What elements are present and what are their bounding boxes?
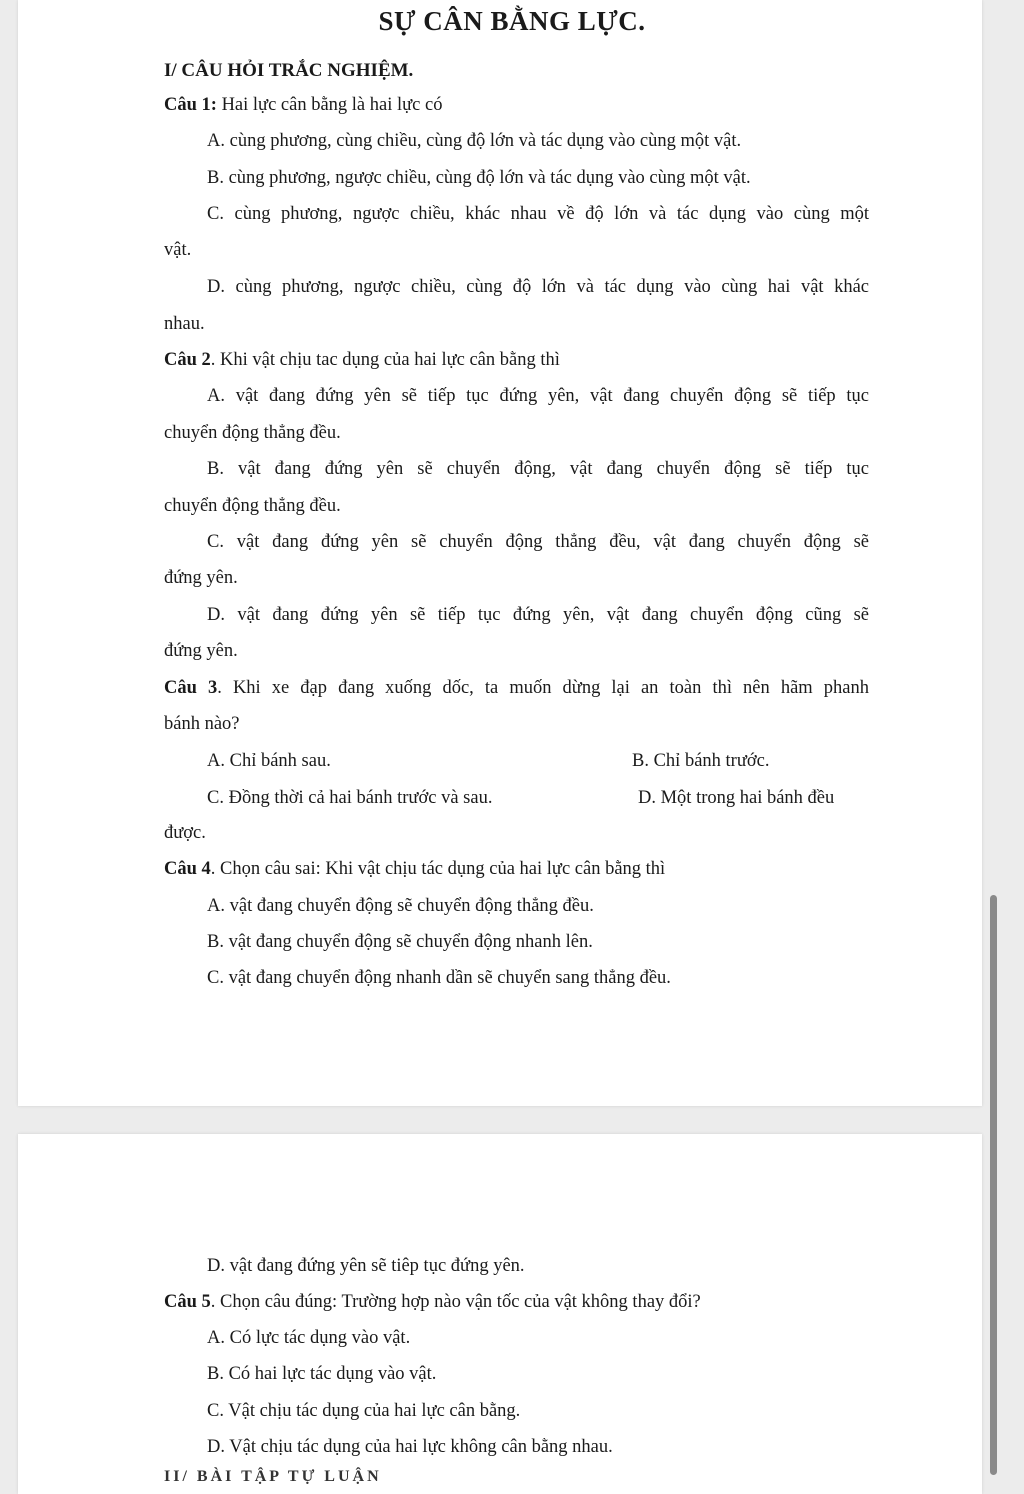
q1-option-c: C. cùng phương, ngược chiều, khác nhau về độ lớn và tác dụng vào cùng một [207,204,869,224]
question-1 [164,93,442,117]
q4-option-a: A. vật đang chuyển động sẽ chuyển động thẳng đều. [207,896,594,916]
document-title: SỰ CÂN BẰNG LỰC. [378,6,646,36]
q3-option-c: C. Đồng thời cả hai bánh trước và sau. [207,788,493,808]
q2-option-b: B. vật đang đứng yên sẽ chuyển động, vật đang chuyển động sẽ tiếp tục [207,459,869,479]
q1-option-b: B. cùng phương, ngược chiều, cùng độ lớn và tác dụng vào cùng một vật. [207,168,751,188]
q2-option-d: D. vật đang đứng yên sẽ tiếp tục đứng yên, vật đang chuyển động cũng sẽ [207,605,869,625]
q4-option-b: B. vật đang chuyển động sẽ chuyển động nhanh lên. [207,932,593,952]
q5-option-d: D. Vật chịu tác dụng của hai lực không cân bằng nhau. [207,1437,613,1457]
section-heading-multiple-choice: I/ CÂU HỎI TRẮC NGHIỆM. [164,60,414,81]
q3-option-b: B. Chỉ bánh trước. [632,751,770,771]
question-text: Hai lực cân bằng là hai lực có [216,95,443,115]
q5-option-c: C. Vật chịu tác dụng của hai lực cân bằng. [207,1401,521,1421]
section-heading-essay-partial: II/ BÀI TẬP TỰ LUẬN [164,1468,382,1485]
question-4 [164,857,665,881]
q4-option-d: D. vật đang đứng yên sẽ tiêp tục đứng yên. [207,1256,525,1276]
scrollbar-thumb[interactable] [990,895,997,1475]
q5-option-a: A. Có lực tác dụng vào vật. [207,1328,411,1348]
question-2 [164,348,560,372]
question-text: . Khi xe đạp đang xuống dốc, ta muốn dừng lại an toàn thì nên hãm phanh [217,678,869,698]
question-3 [164,676,869,700]
q2-option-c-cont: đứng yên. [164,568,238,588]
q1-option-d-cont: nhau. [164,314,205,334]
q2-option-b-cont: chuyển động thẳng đều. [164,496,341,516]
q3-option-d-cont: được. [164,823,206,843]
q2-option-a: A. vật đang đứng yên sẽ tiếp tục đứng yên, vật đang chuyển động sẽ tiếp tục [207,386,869,406]
q1-option-d: D. cùng phương, ngược chiều, cùng độ lớn và tác dụng vào cùng hai vật khác [207,277,869,297]
q5-option-b: B. Có hai lực tác dụng vào vật. [207,1364,437,1384]
q2-option-d-cont: đứng yên. [164,641,238,661]
q1-option-c-cont: vật. [164,240,192,260]
question-label: Câu 3 [164,678,218,698]
q4-option-c: C. vật đang chuyển động nhanh dần sẽ chuyển sang thẳng đều. [207,968,671,988]
q1-option-a: A. cùng phương, cùng chiều, cùng độ lớn và tác dụng vào cùng một vật. [207,131,742,151]
question-text: . Khi vật chịu tac dụng của hai lực cân bằng thì [210,350,560,370]
q3-option-d: D. Một trong hai bánh đều [638,788,835,808]
question-5 [164,1290,701,1314]
question-text: . Chọn câu sai: Khi vật chịu tác dụng của hai lực cân bằng thì [210,859,666,879]
q2-option-a-cont: chuyển động thẳng đều. [164,423,341,443]
question-label: Câu 4 [164,859,211,879]
question-label: Câu 5 [164,1292,211,1312]
question-3-cont: bánh nào? [164,714,240,734]
q3-option-a: A. Chỉ bánh sau. [207,751,331,771]
question-label: Câu 1: [164,95,217,115]
q2-option-c: C. vật đang đứng yên sẽ chuyển động thẳng đều, vật đang chuyển động sẽ [207,532,869,552]
question-text: . Chọn câu đúng: Trường hợp nào vận tốc của vật không thay đổi? [210,1292,701,1312]
question-label: Câu 2 [164,350,211,370]
